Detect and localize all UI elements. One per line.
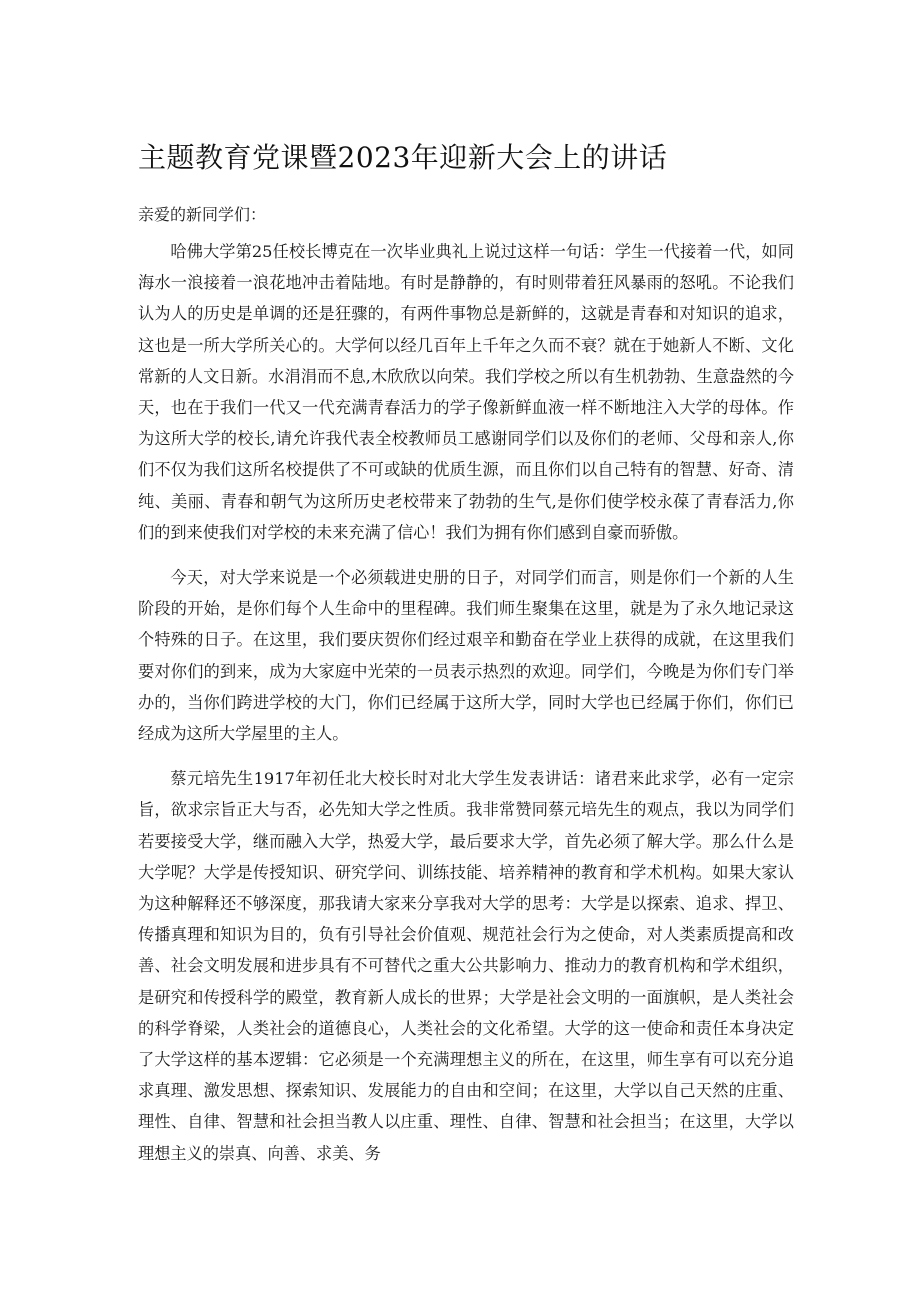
salutation: 亲爱的新同学们： xyxy=(138,205,267,224)
paragraph-1: 哈佛大学第25任校长博克在一次毕业典礼上说过这样一句话：学生一代接着一代，如同海水一浪接着一浪花地冲击着陆地。有时是静静的，有时则带着狂风暴雨的怒吼。不论我们认为人的历史是单调的还是狂骤的，有两件事物总是新鲜的，这就是青春和对知识的追求，这也是一所大学所关心的。大学何以经几百年上千年之久而不衰？就在于她新人不断、文化常新的人文日新。水涓涓而不息,木欣欣以向荣。我们学校之所以有生机勃勃、生意盎然的今天，也在于我们一代又一代充满青春活力的学子像新鲜血液一样不断地注入大学的母体。作为这所大学的校长,请允许我代表全校教师员工感谢同学们以及你们的老师、父母和亲人,你们不仅为我们这所名校提供了不可或缺的优质生源，而且你们以自己特有的智慧、好奇、清纯、美丽、青春和朝气为这所历史老校带来了勃勃的生气,是你们使学校永葆了青春活力,你们的到来使我们对学校的未来充满了信心！我们为拥有你们感到自豪而骄傲。 xyxy=(138,242,794,542)
paragraph-3: 蔡元培先生1917年初任北大校长时对北大学生发表讲话：诸君来此求学，必有一定宗旨，欲求宗旨正大与否，必先知大学之性质。我非常赞同蔡元培先生的观点，我以为同学们若要接受大学，继而融入大学，热爱大学，最后要求大学，首先必须了解大学。那么什么是大学呢？大学是传授知识、研究学问、训练技能、培养精神的教育和学术机构。如果大家认为这种解释还不够深度，那我请大家来分享我对大学的思考：大学是以探索、追求、捍卫、传播真理和知识为目的，负有引导社会价值观、规范社会行为之使命，对人类素质提高和改善、社会文明发展和进步具有不可替代之重大公共影响力、推动力的教育机构和学术组织，是研究和传授科学的殿堂，教育新人成长的世界；大学是社会文明的一面旗帜，是人类社会的科学脊梁，人类社会的道德良心，人类社会的文化希望。大学的这一使命和责任本身决定了大学这样的基本逻辑：它必须是一个充满理想主义的所在，在这里，师生享有可以充分追求真理、激发思想、探索知识、发展能力的自由和空间；在这里，大学以自己天然的庄重、理性、自律、智慧和社会担当教人以庄重、理性、自律、智慧和社会担当；在这里，大学以理想主义的崇真、向善、求美、务 xyxy=(138,769,794,1163)
paragraph-2: 今天，对大学来说是一个必须载进史册的日子，对同学们而言，则是你们一个新的人生阶段的开始，是你们每个人生命中的里程碑。我们师生聚集在这里，就是为了永久地记录这个特殊的日子。在这里，我们要庆贺你们经过艰辛和勤奋在学业上获得的成就，在这里我们要对你们的到来，成为大家庭中光荣的一员表示热烈的欢迎。同学们，今晚是为你们专门举办的，当你们跨进学校的大门，你们已经属于这所大学，同时大学也已经属于你们，你们已经成为这所大学屋里的主人。 xyxy=(138,568,794,744)
document-page xyxy=(138,138,794,1183)
document-title: 主题教育党课暨2023年迎新大会上的讲话 xyxy=(138,141,668,174)
